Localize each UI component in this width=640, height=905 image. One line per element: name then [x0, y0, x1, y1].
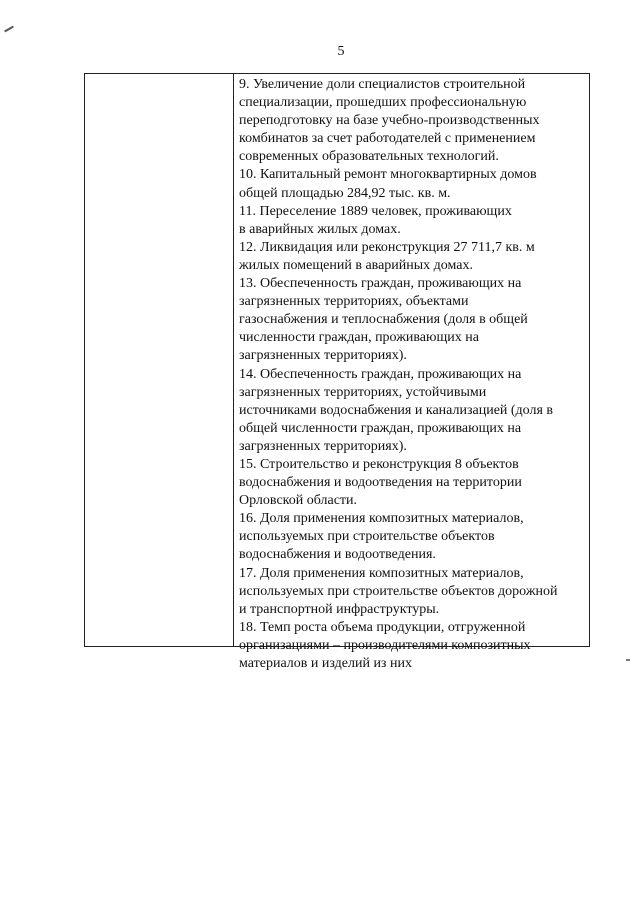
list-item-line: используемых при строительстве объектов дорожной — [239, 583, 558, 599]
list-item-line: 12. Ликвидация или реконструкция 27 711,7 кв. м — [239, 239, 535, 255]
list-item-line: 9. Увеличение доли специалистов строительной — [239, 77, 526, 92]
scan-mark — [4, 26, 14, 33]
list-item-line: численности граждан, проживающих на — [239, 330, 479, 346]
list-item-line: и транспортной инфраструктуры. — [239, 601, 440, 617]
list-item-line: жилых помещений в аварийных домах. — [239, 257, 474, 273]
list-item — [239, 366, 585, 456]
list-item-line: загрязненных территориях). — [239, 438, 407, 454]
list-item-line: 17. Доля применения композитных материалов, — [239, 565, 524, 581]
indicator-list — [239, 76, 585, 673]
list-item-line: загрязненных территориях, устойчивыми — [239, 384, 487, 400]
scan-mark — [626, 659, 630, 661]
list-item-line: 16. Доля применения композитных материалов, — [239, 511, 524, 527]
list-item — [239, 275, 585, 365]
page-number: 5 — [337, 44, 345, 59]
list-item — [239, 166, 585, 202]
list-item-line: 13. Обеспеченность граждан, проживающих на — [239, 276, 522, 292]
list-item-line: комбинатов за счет работодателей с применением — [239, 131, 536, 147]
list-item — [239, 619, 585, 673]
list-item — [239, 510, 585, 564]
document-table — [84, 73, 590, 671]
list-item-line: водоснабжения и водоотведения. — [239, 547, 436, 563]
list-item-line: газоснабжения и теплоснабжения (доля в общей — [239, 312, 528, 328]
list-item-line: в аварийных жилых домах. — [239, 221, 401, 237]
list-item-line: материалов и изделий из них — [239, 656, 412, 671]
list-item-line: 10. Капитальный ремонт многоквартирных домов — [239, 167, 537, 183]
list-item-line: организациями – производителями композитных — [239, 637, 531, 653]
list-item — [239, 203, 585, 239]
table-right-cell — [234, 74, 589, 671]
list-item — [239, 565, 585, 619]
list-item-line: 15. Строительство и реконструкция 8 объектов — [239, 456, 519, 472]
list-item-line: загрязненных территориях). — [239, 348, 407, 364]
list-item-line: загрязненных территориях, объектами — [239, 294, 469, 310]
table-left-cell — [85, 74, 234, 646]
list-item-line: используемых при строительстве объектов — [239, 529, 495, 545]
list-item-line: источниками водоснабжения и канализацией (доля в — [239, 402, 554, 418]
list-item-line: современных образовательных технологий. — [239, 149, 499, 165]
list-item-line: 11. Переселение 1889 человек, проживающих — [239, 203, 512, 219]
list-item-line: специализации, прошедших профессиональную — [239, 95, 527, 111]
list-item-line: общей численности граждан, проживающих на — [239, 420, 522, 436]
list-item-line: общей площадью 284,92 тыс. кв. м. — [239, 185, 451, 201]
list-item-line: водоснабжения и водоотведения на территории — [239, 475, 522, 491]
list-item-line: 18. Темп роста объема продукции, отгруженной — [239, 619, 526, 635]
list-item-line: переподготовку на базе учебно-производственных — [239, 113, 540, 129]
list-item — [239, 239, 585, 275]
list-item-line: Орловской области. — [239, 493, 358, 509]
list-item-line: 14. Обеспеченность граждан, проживающих на — [239, 366, 522, 382]
list-item — [239, 76, 585, 166]
list-item — [239, 456, 585, 510]
